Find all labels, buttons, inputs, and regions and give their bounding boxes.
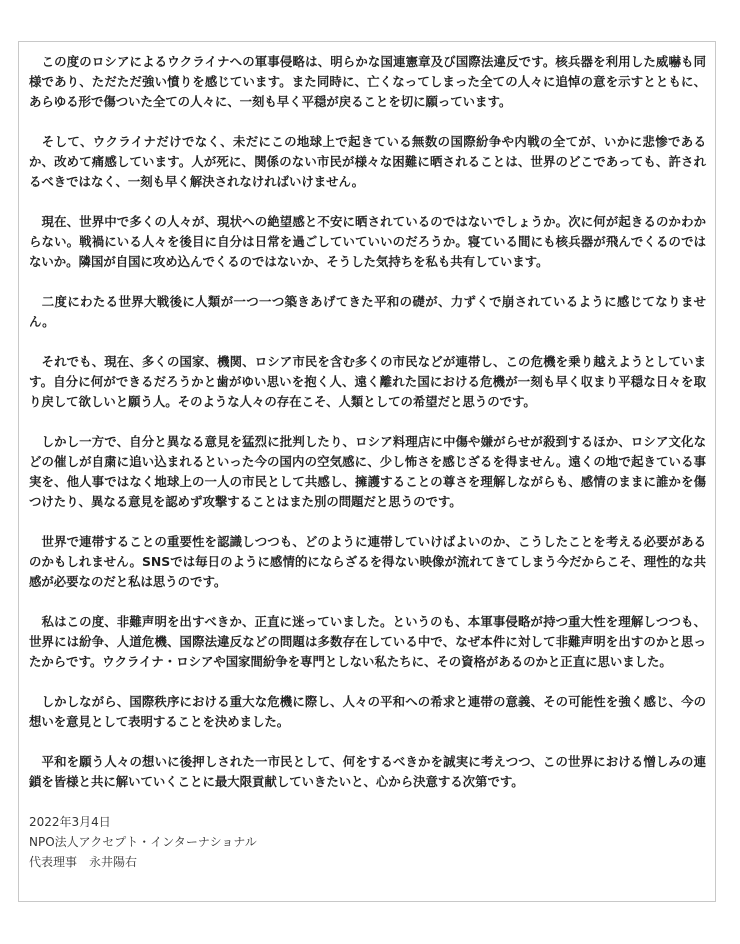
statement-paragraph-3: 現在、世界中で多くの人々が、現状への絶望感と不安に晒されているのではないでしょうか。次に何が起きるのかわからない。戦禍にいる人々を後目に自分は日常を過ごしていていいのだろうか。寝ている間にも核兵器が飛んでくるのではないか。隣国が自国に攻め込んでくるのではないか、そうした気持ちを私も共有しています。 (29, 214, 706, 269)
statement-paragraph-9: しかしながら、国際秩序における重大な危機に際し、人々の平和への希求と連帯の意義、その可能性を強く感じ、今の想いを意見として表明することを決めました。 (29, 694, 706, 729)
signature-block (29, 812, 706, 872)
statement-paragraph-4: 二度にわたる世界大戦後に人類が一つ一つ築きあげてきた平和の礎が、力ずくで崩されているように感じてなりません。 (29, 294, 706, 329)
statement-paragraph-6: しかし一方で、自分と異なる意見を猛烈に批判したり、ロシア料理店に中傷や嫌がらせが殺到するほか、ロシア文化などの催しが自粛に追い込まれるといった今の国内の空気感に、少し怖さを感じざるを得ません。遠くの地で起きている事実を、他人事ではなく地球上の一人の市民として共感し、擁護することの尊さを理解しながらも、感情のままに誰かを傷つけたり、異なる意見を認めず攻撃することはまた別の問題だと思うのです。 (29, 434, 706, 509)
statement-paragraph-8: 私はこの度、非難声明を出すべきか、正直に迷っていました。というのも、本軍事侵略が持つ重大性を理解しつつも、世界には紛争、人道危機、国際法違反などの問題は多数存在している中で、なぜ本件に対して非難声明を出すのかと思ったからです。ウクライナ・ロシアや国家間紛争を専門としない私たちに、その資格があるのかと正直に思いました。 (29, 614, 706, 669)
statement-paragraph-7: 世界で連帯することの重要性を認識しつつも、どのように連帯していけばよいのか、こうしたことを考える必要があるのかもしれません。SNSでは毎日のように感情的にならざるを得ない映像が流れてきてしまう今だからこそ、理性的な共感が必要なのだと私は思うのです。 (29, 534, 706, 589)
statement-date: 2022年3月4日 (29, 815, 111, 829)
organization-name: NPO法人アクセプト・インターナショナル (29, 835, 257, 849)
statement-paragraph-1: この度のロシアによるウクライナへの軍事侵略は、明らかな国連憲章及び国際法違反です。核兵器を利用した威嚇も同様であり、ただただ強い憤りを感じています。また同時に、亡くなってしまった全ての人々に追悼の意を示すとともに、あらゆる形で傷ついた全ての人々に、一刻も早く平穏が戻ることを切に願っています。 (29, 54, 706, 109)
statement-paragraph-2: そして、ウクライナだけでなく、未だにこの地球上で起きている無数の国際紛争や内戦の全てが、いかに悲惨であるか、改めて痛感しています。人が死に、関係のない市民が様々な困難に晒されることは、世界のどこであっても、許されるべきではなく、一刻も早く解決されなければいけません。 (29, 134, 706, 189)
statement-container (18, 41, 716, 902)
statement-paragraph-5: それでも、現在、多くの国家、機関、ロシア市民を含む多くの市民などが連帯し、この危機を乗り越えようとしています。自分に何ができるだろうかと歯がゆい思いを抱く人、遠く離れた国における危機が一刻も早く収まり平穏な日々を取り戻して欲しいと願う人。そのような人々の存在こそ、人類としての希望だと思うのです。 (29, 354, 706, 409)
signer-name: 代表理事 永井陽右 (29, 855, 138, 869)
statement-paragraph-10: 平和を願う人々の想いに後押しされた一市民として、何をするべきかを誠実に考えつつ、この世界における憎しみの連鎖を皆様と共に解いていくことに最大限貢献していきたいと、心から決意する次第です。 (29, 754, 706, 789)
